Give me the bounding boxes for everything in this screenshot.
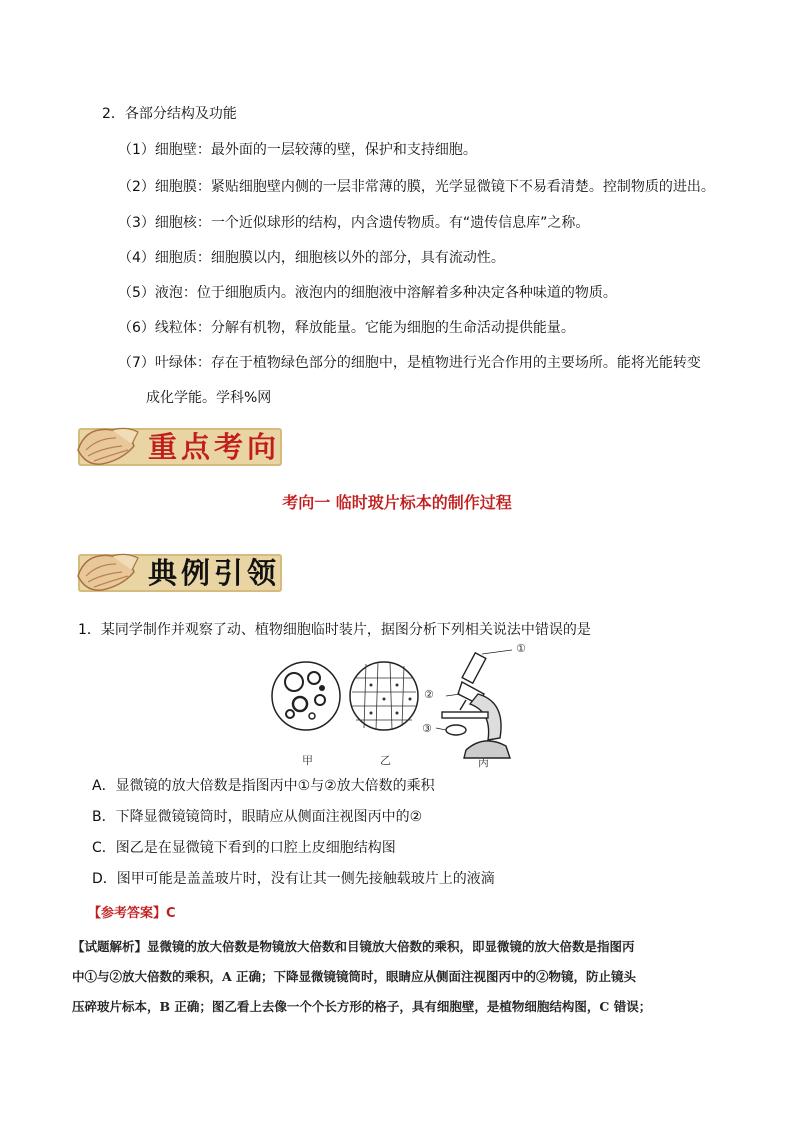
- question-stem: 1．某同学制作并观察了动、植物细胞临时装片，据图分析下列相关说法中错误的是: [78, 622, 591, 638]
- figure-marker: ①: [516, 642, 526, 655]
- analysis-line: 【试题解析】显微镜的放大倍数是物镜放大倍数和目镜放大倍数的乘积，即显微镜的放大倍数是指图丙: [72, 939, 635, 954]
- conch-shell-icon: [72, 546, 142, 598]
- banner-title: 重点考向: [148, 430, 281, 464]
- section-heading: 2．各部分结构及功能: [102, 106, 237, 122]
- analysis-line: 压碎玻片标本，B 正确；图乙看上去像一个个长方形的格子，具有细胞壁，是植物细胞结构图，C 错误；: [72, 999, 652, 1014]
- list-item: （1）细胞壁：最外面的一层较薄的壁，保护和支持细胞。: [118, 142, 477, 158]
- section-banner: [78, 422, 282, 470]
- option-a: A．显微镜的放大倍数是指图丙中①与②放大倍数的乘积: [92, 778, 435, 794]
- option-c: C．图乙是在显微镜下看到的口腔上皮细胞结构图: [92, 840, 396, 856]
- banner-title: 典例引领: [148, 556, 281, 590]
- answer-label: 【参考答案】: [88, 906, 167, 921]
- figure-marker: ②: [424, 688, 434, 701]
- list-item: （2）细胞膜：紧贴细胞壁内侧的一层非常薄的膜，光学显微镜下不易看清楚。控制物质的进出。: [118, 179, 715, 195]
- analysis-line: 中①与②放大倍数的乘积，A 正确；下降显微镜镜筒时，眼睛应从侧面注视图丙中的②物镜，防止镜头: [72, 969, 637, 984]
- list-item: （6）线粒体：分解有机物，释放能量。它能为细胞的生命活动提供能量。: [118, 320, 575, 336]
- option-d: D．图甲可能是盖盖玻片时，没有让其一侧先接触载玻片上的液滴: [92, 871, 495, 887]
- section-banner: [78, 548, 282, 596]
- figure-marker: ③: [422, 722, 432, 735]
- list-item-continuation: 成化学能。学科%网: [146, 390, 272, 406]
- list-item: （4）细胞质：细胞膜以内，细胞核以外的部分，具有流动性。: [118, 250, 505, 266]
- list-item: （3）细胞核：一个近似球形的结构，内含遗传物质。有“遗传信息库”之称。: [118, 215, 590, 231]
- figure-caption: 丙: [478, 756, 489, 769]
- figure-caption: 甲: [302, 754, 313, 767]
- option-b: B．下降显微镜镜筒时，眼睛应从侧面注视图丙中的②: [92, 809, 423, 825]
- conch-shell-icon: [72, 420, 142, 472]
- reference-answer: [88, 902, 176, 921]
- list-item: （5）液泡：位于细胞质内。液泡内的细胞液中溶解着多种决定各种味道的物质。: [118, 285, 617, 301]
- question-figure: [270, 642, 532, 772]
- figure-caption: 乙: [380, 754, 391, 767]
- answer-value: C: [166, 906, 176, 921]
- list-item: （7）叶绿体：存在于植物绿色部分的细胞中，是植物进行光合作用的主要场所。能将光能转变: [118, 355, 701, 371]
- subheading: 考向一 临时玻片标本的制作过程: [282, 493, 512, 512]
